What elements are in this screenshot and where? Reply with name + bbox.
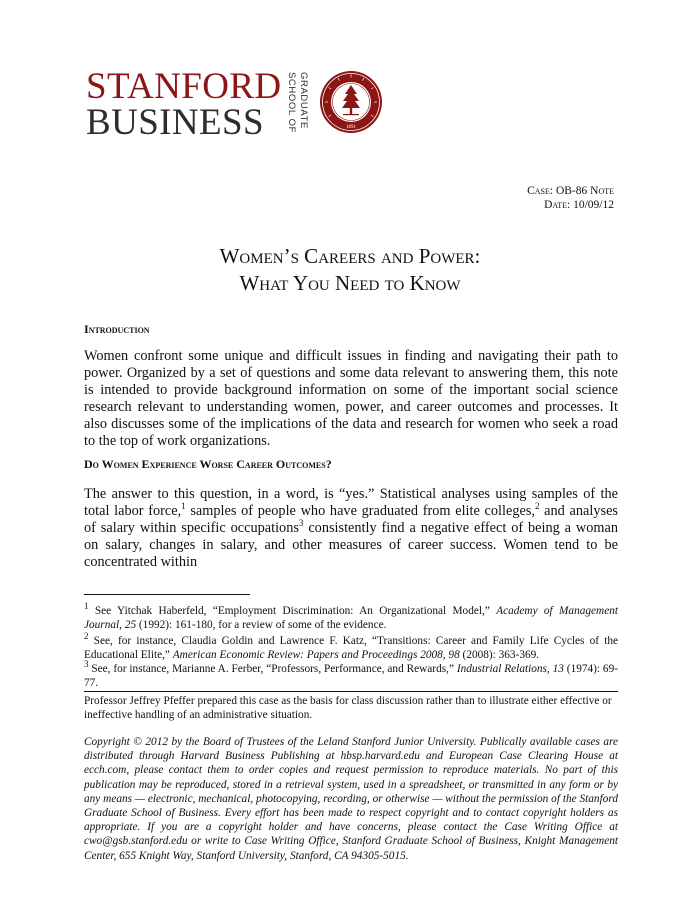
section-heading-career-outcomes: Do Women Experience Worse Career Outcomes? xyxy=(84,457,332,471)
case-label: Case: xyxy=(527,185,554,197)
section-heading-introduction: Introduction xyxy=(84,322,150,336)
footnote-text: See, for instance, Marianne A. Ferber, “Professors, Performance, and Rewards,” xyxy=(91,663,457,675)
copyright-notice: Copyright © 2012 by the Board of Trustees of the Leland Stanford Junior University. Publically available cases are distributed through Harvard Business Publishing at hbsp.harvard.edu and European Case Clearing House at ecch.com, please contact them to order copies and request permission to reproduce materials. No part of this publication may be reproduced, stored in a retrieval system, used in a spreadsheet, or transmitted in any form or by any means — electronic, mechanical, photocopying, recording, or otherwise — without the permission of the Stanford Graduate School of Business. Every effort has been made to respect copyright and to contact copyright holders as appropriate. If you are a copyright holder and have concerns, please contact the Case Writing Office at cwo@gsb.stanford.edu or write to Case Writing Office, Stanford Graduate School of Business, Knight Management Center, 655 Knight Way, Stanford University, Stanford, CA 94305-5015. xyxy=(84,736,618,862)
paragraph-text-part: The answer to this question, in a word, is “yes.” Statistical analyses using samples of the total labor force, xyxy=(84,486,618,519)
footnote-text: (2008): 363-369. xyxy=(459,649,540,661)
case-number: OB-86 xyxy=(555,185,588,197)
footnote-3 xyxy=(84,659,618,690)
footnote-text: (1992): 161-180, for a review of some of the evidence. xyxy=(136,619,387,631)
footnote-number: 3 xyxy=(84,659,89,670)
logo-word-stanford: STANFORD xyxy=(86,66,282,107)
logo-word-business: BUSINESS xyxy=(86,102,264,143)
footnote-citation: Academy of Management Journal, 25 xyxy=(84,605,619,631)
logo-vertical-text xyxy=(283,72,313,144)
date-line xyxy=(527,198,614,212)
stanford-gsb-logo xyxy=(86,66,386,148)
title-line-1: Women’s Careers and Power: xyxy=(219,244,481,268)
preparation-note: Professor Jeffrey Pfeffer prepared this case as the basis for class discussion rather than to illustrate either effective or ineffective handling of an administrative situation. xyxy=(84,695,612,721)
preparation-separator xyxy=(84,691,618,692)
footnote-ref[interactable]: 1 xyxy=(181,501,186,512)
stanford-seal-icon xyxy=(319,70,383,134)
paragraph-text-part: samples of people who have graduated from elite colleges, xyxy=(185,503,535,519)
footnote-text: (1974): 69-77. xyxy=(84,663,618,689)
footnote-1 xyxy=(84,601,619,632)
case-number-line xyxy=(527,184,614,198)
footnote-number: 2 xyxy=(84,631,89,642)
title-line-2: What You Need to Know xyxy=(239,271,461,295)
case-note-label: Note xyxy=(590,185,614,197)
footnote-citation: Industrial Relations, 13 xyxy=(456,663,564,675)
footnote-ref[interactable]: 3 xyxy=(298,518,304,529)
paragraph-text-part: consistently find a negative effect of being a woman on salary, changes in salary, and other measures of career success. Women tend to be concentrated within xyxy=(84,520,618,570)
date-value: 10/09/12 xyxy=(573,199,614,211)
footnote-number: 1 xyxy=(84,601,89,612)
date-label: Date: xyxy=(544,199,571,211)
seal-year: 1891 xyxy=(346,125,356,130)
footnote-ref[interactable]: 2 xyxy=(534,501,540,512)
footnote-text: See, for instance, Claudia Goldin and Lawrence F. Katz, “Transitions: Career and Family Life Cycles of the Educational Elite,” xyxy=(84,635,618,661)
career-outcomes-paragraph xyxy=(84,486,618,571)
footnote-citation: American Economic Review: Papers and Proceedings 2008, 98 xyxy=(172,649,460,661)
logo-vertical-line-1: GRADUATE xyxy=(298,72,309,129)
case-meta xyxy=(527,184,614,212)
paragraph-text-part: and analyses of salary within specific occupations xyxy=(84,503,618,536)
footnote-2 xyxy=(84,631,618,662)
introduction-paragraph: Women confront some unique and difficult issues in finding and navigating their path to power. Organized by a set of questions and some data relevant to answering them, this note is intended to provide background information on some of the important social science research relevant to understanding women, power, and career outcomes and processes. It also discusses some of the implications of the data and research for women who seek a road to the top of work organizations. xyxy=(84,348,618,449)
logo-vertical-line-2: SCHOOL OF xyxy=(286,72,297,133)
footnote-text: See Yitchak Haberfeld, “Employment Discrimination: An Organizational Model,” xyxy=(94,605,497,617)
document-title xyxy=(0,243,700,297)
footnote-separator xyxy=(84,594,250,595)
